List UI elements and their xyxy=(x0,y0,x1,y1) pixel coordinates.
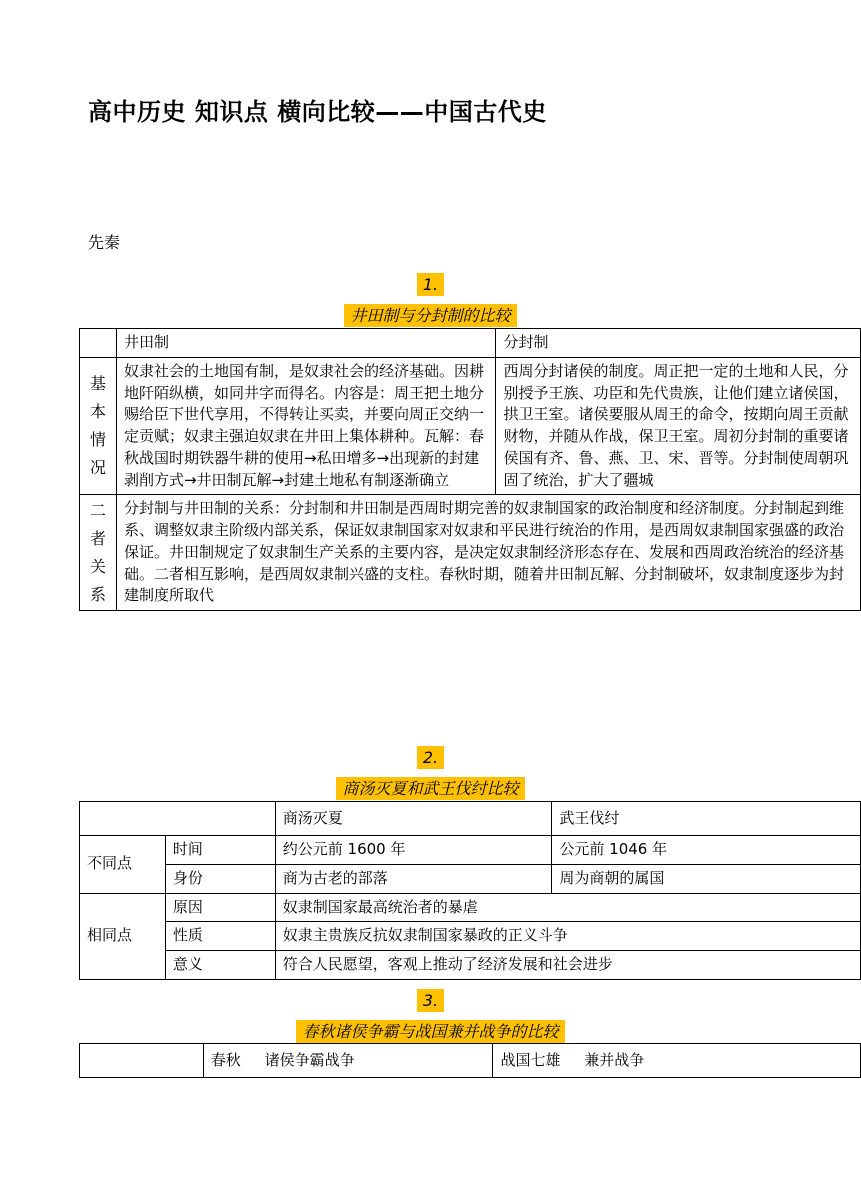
table1-header-jingtian: 井田制 xyxy=(116,329,496,358)
table1-cell-relation: 分封制与井田制的关系：分封制和井田制是西周时期完善的奴隶制国家的政治制度和经济制度。分封制起到维系、调整奴隶主阶级内部关系，保证奴隶制国家对奴隶和平民进行统治的作用，是西周奴隶制国家强盛的政治保证。井田制规定了奴隶制生产关系的主要内容，是决定奴隶制经济形态存在、发展和西周政治统治的经济基础。二者相互影响，是西周奴隶制兴盛的支柱。春秋时期，随着井田制瓦解、分封制破坏，奴隶制度逐步为封建制度所取代 xyxy=(116,495,860,611)
table1-row-head-relation xyxy=(80,495,117,611)
table3-header-chunqiu: 春秋 诸侯争霸战争 xyxy=(203,1044,493,1078)
table1-number-text: 1. xyxy=(417,273,444,296)
table2-label-cause: 原因 xyxy=(165,893,275,922)
table-row xyxy=(80,1044,861,1078)
table-row xyxy=(80,864,861,893)
table2-number-text: 2. xyxy=(417,746,444,769)
table2-cell-nature: 奴隶主贵族反抗奴隶制国家暴政的正义斗争 xyxy=(275,922,860,951)
table3-corner-cell xyxy=(80,1044,204,1078)
table-row xyxy=(80,951,861,980)
table-row xyxy=(80,893,861,922)
table1-caption-text: 井田制与分封制的比较 xyxy=(344,304,516,327)
table2-header-wuwang: 武王伐纣 xyxy=(552,802,861,836)
table2-label-nature: 性质 xyxy=(165,922,275,951)
table-row xyxy=(80,329,861,358)
row-head-text: 二者关系 xyxy=(89,500,106,604)
table2-number xyxy=(0,748,861,767)
section-label: 先秦 xyxy=(88,233,121,252)
table2-group-diff: 不同点 xyxy=(80,836,166,894)
table2-header-shangtang: 商汤灭夏 xyxy=(275,802,552,836)
table2-caption-text: 商汤灭夏和武王伐纣比较 xyxy=(336,777,524,800)
table3-number-text: 3. xyxy=(417,989,444,1012)
table1-cell-jingtian-basic: 奴隶社会的土地国有制，是奴隶社会的经济基础。因耕地阡陌纵横，如同井字而得名。内容是：周王把土地分赐给臣下世代享用，不得转让买卖，并要向周正交纳一定贡赋；奴隶主强迫奴隶在井田上集体耕种。瓦解：春秋战国时期铁器牛耕的使用→私田增多→出现新的封建剥削方式→井田制瓦解→封建土地私有制逐渐确立 xyxy=(116,357,496,495)
table2-caption xyxy=(0,776,861,799)
table-row xyxy=(80,802,861,836)
table-row xyxy=(80,836,861,865)
table-row xyxy=(80,922,861,951)
table2-corner-cell xyxy=(80,802,276,836)
table-jingtian-fenfeng xyxy=(79,328,861,611)
table2-cell-time-shang: 约公元前 1600 年 xyxy=(275,836,552,865)
table2-cell-significance: 符合人民愿望，客观上推动了经济发展和社会进步 xyxy=(275,951,860,980)
table2-label-identity: 身份 xyxy=(165,864,275,893)
table1-cell-fenfeng-basic: 西周分封诸侯的制度。周正把一定的土地和人民，分别授予王族、功臣和先代贵族，让他们建立诸侯国，拱卫王室。诸侯要服从周王的命令，按期向周王贡献财物，并随从作战，保卫王室。周初分封制的重要诸侯国有齐、鲁、燕、卫、宋、晋等。分封制使周朝巩固了统治，扩大了疆城 xyxy=(496,357,861,495)
table2-label-time: 时间 xyxy=(165,836,275,865)
table-shangtang-wuwang xyxy=(79,801,861,980)
table2-cell-time-zhou: 公元前 1046 年 xyxy=(552,836,861,865)
row-head-text: 基本情况 xyxy=(89,374,106,477)
table1-row-head-basic xyxy=(80,357,117,495)
table3-number xyxy=(0,991,861,1010)
document-title: 高中历史 知识点 横向比较——中国古代史 xyxy=(88,98,547,126)
table-row xyxy=(80,357,861,495)
table2-cell-identity-zhou: 周为商朝的属国 xyxy=(552,864,861,893)
table1-caption xyxy=(0,303,861,326)
table3-caption xyxy=(0,1019,861,1042)
table3-caption-text: 春秋诸侯争霸与战国兼并战争的比较 xyxy=(296,1020,564,1043)
table-chunqiu-zhanguo xyxy=(79,1043,861,1078)
table2-cell-identity-shang: 商为古老的部落 xyxy=(275,864,552,893)
table1-corner-cell xyxy=(80,329,117,358)
table1-header-fenfeng: 分封制 xyxy=(496,329,861,358)
table3-header-zhanguo: 战国七雄 兼并战争 xyxy=(493,1044,861,1078)
table2-group-same: 相同点 xyxy=(80,893,166,979)
table2-label-significance: 意义 xyxy=(165,951,275,980)
table2-cell-cause: 奴隶制国家最高统治者的暴虐 xyxy=(275,893,860,922)
table1-number xyxy=(0,275,861,294)
table-row xyxy=(80,495,861,611)
